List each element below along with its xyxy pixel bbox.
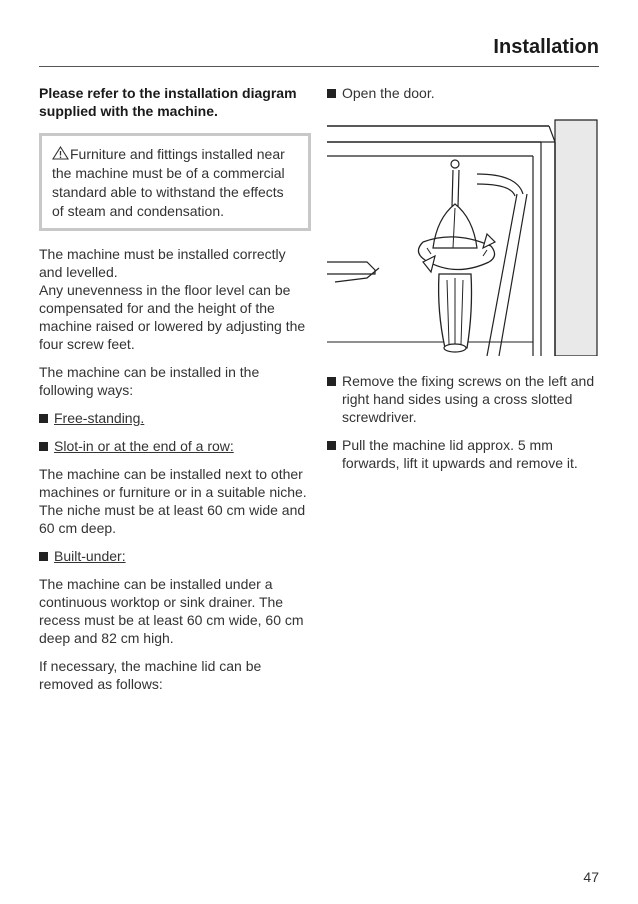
bullet-square-icon (39, 414, 48, 423)
paragraph-recess: The machine can be installed under a continuous worktop or sink drainer. The recess must be at least 60 cm wide, 60 cm deep and 82 cm high. (39, 576, 304, 646)
warning-text: Furniture and fittings installed near the machine must be of a commercial standard able to withstand the effects of steam and condensation. (52, 146, 285, 219)
screwdriver-illustration (327, 112, 599, 356)
warning-text-wrapper (52, 145, 299, 221)
bullet-square-icon (327, 89, 336, 98)
bullet-free-standing-label: Free-standing. (54, 410, 145, 426)
warning-box (39, 133, 311, 231)
bullet-slot-in-label: Slot-in or at the end of a row: (54, 438, 234, 454)
page-number: 47 (583, 869, 599, 885)
bullet-built-under (39, 547, 311, 565)
bullet-square-icon (39, 442, 48, 451)
right-column (327, 84, 599, 482)
paragraph-screw-feet: Any unevenness in the floor level can be compensated for and the height of the machine raised or lowered by adjusting the four screw feet. (39, 282, 306, 352)
step-open-door-text: Open the door. (342, 85, 435, 101)
lid-screw-illustration (327, 112, 599, 356)
step-remove-lid (327, 436, 599, 472)
step-open-door (327, 84, 599, 102)
paragraph-lid-removal: If necessary, the machine lid can be removed as follows: (39, 658, 262, 692)
left-column (39, 84, 311, 703)
bullet-square-icon (327, 441, 336, 450)
warning-triangle-icon (52, 146, 69, 160)
paragraph-level: The machine must be installed correctly and levelled. (39, 246, 286, 280)
paragraph-install-ways: The machine can be installed in the following ways: (39, 364, 260, 398)
step-remove-screws (327, 372, 599, 426)
bullet-square-icon (327, 377, 336, 386)
bullet-free-standing (39, 409, 311, 427)
bullet-square-icon (39, 552, 48, 561)
header-divider (39, 66, 599, 67)
page-title: Installation (493, 36, 599, 58)
paragraph-niche: The machine can be installed next to other machines or furniture or in a suitable niche. The niche must be at least 60 cm wide and 60 cm deep. (39, 466, 307, 536)
step-remove-lid-text: Pull the machine lid approx. 5 mm forwards, lift it upwards and remove it. (342, 437, 578, 471)
bullet-slot-in (39, 437, 311, 455)
step-remove-screws-text: Remove the fixing screws on the left and right hand sides using a cross slotted screwdriver. (342, 373, 595, 425)
intro-note: Please refer to the installation diagram supplied with the machine. (39, 85, 297, 119)
bullet-built-under-label: Built-under: (54, 548, 126, 564)
